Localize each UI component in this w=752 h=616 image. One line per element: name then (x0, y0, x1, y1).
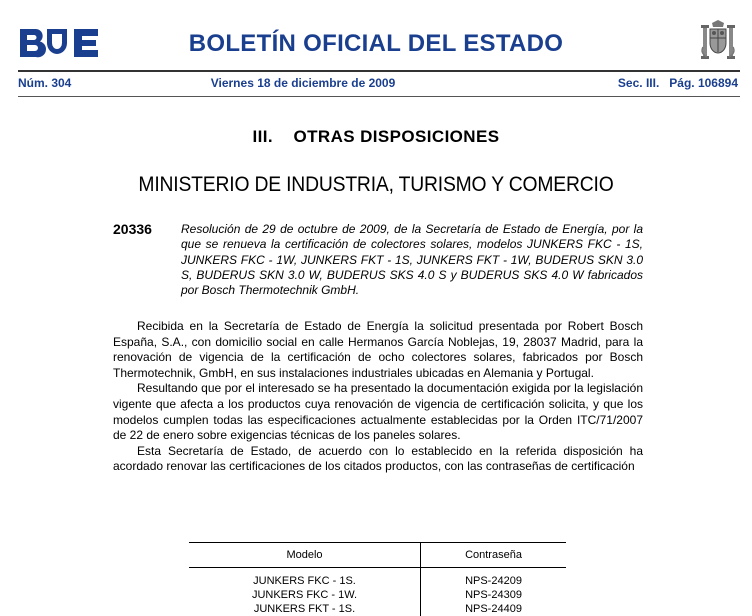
column-header-code: Contraseña (421, 543, 567, 568)
masthead-title: BOLETÍN OFICIAL DEL ESTADO (188, 30, 564, 57)
coat-of-arms-icon (697, 19, 739, 64)
issue-date: Viernes 18 de diciembre de 2009 (210, 76, 396, 90)
model-cell: JUNKERS FKT - 1S. (189, 602, 421, 616)
header-rule (18, 70, 740, 72)
document-summary: Resolución de 29 de octubre de 2009, de la Secretaría de Estado de Energía, por la que se renueva la certificación de colectores solares, modelos JUNKERS FKC - 1S, JUNKERS FKC - 1W, JUNKERS FKT - 1S, JUNKERS FKT - 1W, BUDERUS SKN 3.0 S, BUDERUS SKN 3.0 W, BUDERUS SKS 4.0 S y BUDERUS SKS 4.0 W fabricados por Bosch Thermotechnik GmbH. (181, 222, 643, 298)
code-cell: NPS-24209 (465, 575, 522, 587)
table-row (189, 588, 566, 602)
issue-number: Núm. 304 (18, 76, 72, 90)
body-paragraph: Esta Secretaría de Estado, de acuerdo con lo establecido en la referida disposición ha acordado renovar las certificaciones de los citados productos, con las contraseñas de certificación (113, 443, 643, 474)
certification-table (189, 542, 566, 616)
model-cell: JUNKERS FKC - 1W. (189, 588, 421, 602)
column-header-model: Modelo (189, 543, 421, 568)
section-page: Sec. III. Pág. 106894 (617, 76, 738, 90)
table-row (189, 602, 566, 616)
model-cell: JUNKERS FKC - 1S. (189, 568, 421, 589)
code-cell: NPS-24309 (465, 589, 522, 601)
code-cell: NPS-24409 (465, 603, 522, 615)
body-paragraph: Recibida en la Secretaría de Estado de Energía la solicitud presentada por Robert Bosch España, S.A., con domicilio social en calle Hermanos García Noblejas, 19, 28037 Madrid, para la renovación de vigencia de la certificación de ocho colectores solares, fabricados por Bosch Thermotechnik, GmbH, en sus instalaciones industriales ubicadas en Alemania y Portugal. (113, 319, 643, 380)
section-title: III. OTRAS DISPOSICIONES (252, 127, 500, 146)
ministry-heading: MINISTERIO DE INDUSTRIA, TURISMO Y COMERCIO (138, 173, 614, 196)
issue-info-bar (18, 76, 738, 92)
info-rule (18, 96, 740, 97)
document-number: 20336 (113, 221, 152, 237)
document-body (113, 319, 643, 475)
table-row (189, 568, 566, 589)
body-paragraph: Resultando que por el interesado se ha presentado la documentación exigida por la legislación vigente que afecta a los productos cuya renovación de vigencia de certificación solicita, y que los modelos cumplen todas las especificaciones actualmente establecidas por la Orden ITC/71/2007 de 22 de enero sobre exigencias técnicas de los paneles solares. (113, 381, 643, 443)
table-header-row (189, 543, 566, 568)
